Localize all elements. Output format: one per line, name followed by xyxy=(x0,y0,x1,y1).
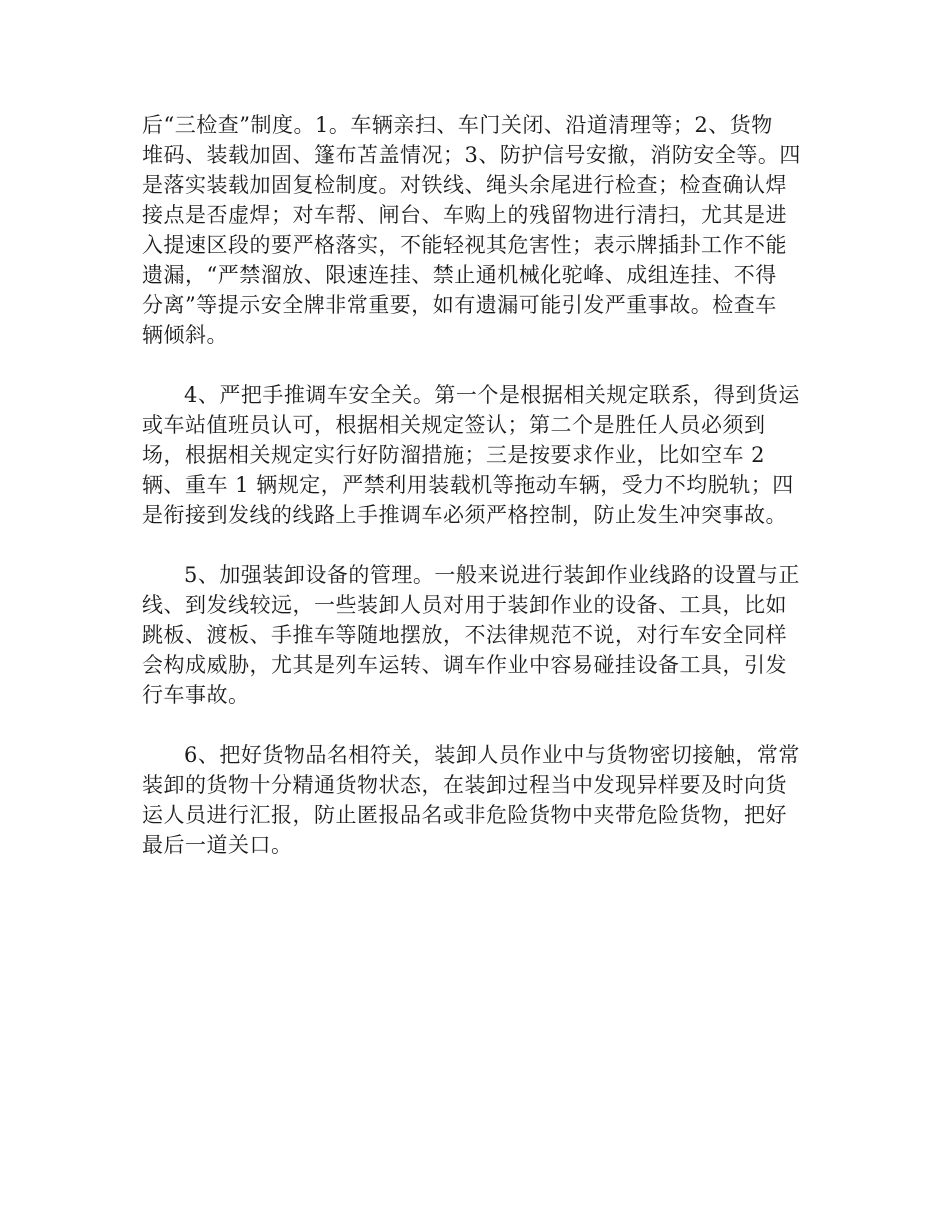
paragraph-hand-push-shunting xyxy=(142,380,807,530)
text-line: 入提速区段的要严格落实，不能轻视其危害性；表示牌插卦工作不能 xyxy=(142,233,787,257)
text-line: 堆码、装载加固、篷布苫盖情况；3、防护信号安撤，消防安全等。四 xyxy=(142,143,801,167)
text-line: 跳板、渡板、手推车等随地摆放，不法律规范不说，对行车安全同样 xyxy=(142,623,787,647)
text-line: 会构成威胁，尤其是列车运转、调车作业中容易碰挂设备工具，引发 xyxy=(142,653,787,677)
text-line: 接点是否虚焊；对车帮、闸台、车购上的残留物进行清扫，尤其是进 xyxy=(142,203,787,227)
paragraph-inspection-system xyxy=(142,110,807,350)
text-line: 后“三检查”制度。1。车辆亲扫、车门关闭、沿道清理等；2、货物 xyxy=(142,113,773,137)
paragraph-cargo-name-check xyxy=(142,740,807,860)
text-line: 辆、重车 1 辆规定，严禁利用装载机等拖动车辆，受力不均脱轨；四 xyxy=(142,473,794,497)
paragraph-equipment-management xyxy=(142,560,807,710)
text-line: 或车站值班员认可，根据相关规定签认；第二个是胜任人员必须到 xyxy=(142,413,766,437)
text-line: 线、到发线较远，一些装卸人员对用于装卸作业的设备、工具，比如 xyxy=(142,593,787,617)
text-line: 5、加强装卸设备的管理。一般来说进行装卸作业线路的设置与正 xyxy=(184,563,800,587)
text-line: 运人员进行汇报，防止匿报品名或非危险货物中夹带危险货物，把好 xyxy=(142,803,787,827)
text-line: 装卸的货物十分精通货物状态，在装卸过程当中发现异样要及时向货 xyxy=(142,773,787,797)
text-line: 是落实装载加固复检制度。对铁线、绳头余尾进行检查；检查确认焊 xyxy=(142,173,787,197)
text-line: 行车事故。 xyxy=(142,683,250,707)
text-line: 场，根据相关规定实行好防溜措施；三是按要求作业，比如空车 2 xyxy=(142,443,766,467)
document-body xyxy=(142,110,807,890)
text-line: 遗漏，“严禁溜放、限速连挂、禁止通机械化驼峰、成组连挂、不得 xyxy=(142,263,777,287)
text-line: 6、把好货物品名相符关，装卸人员作业中与货物密切接触，常常 xyxy=(184,743,800,767)
text-line: 最后一道关口。 xyxy=(142,833,293,857)
text-line: 4、严把手推调车安全关。第一个是根据相关规定联系，得到货运 xyxy=(184,383,800,407)
text-line: 辆倾斜。 xyxy=(142,323,228,347)
text-line: 是衔接到发线的线路上手推调车必须严格控制，防止发生冲突事故。 xyxy=(142,503,787,527)
text-line: 分离”等提示安全牌非常重要，如有遗漏可能引发严重事故。检查车 xyxy=(142,293,777,317)
